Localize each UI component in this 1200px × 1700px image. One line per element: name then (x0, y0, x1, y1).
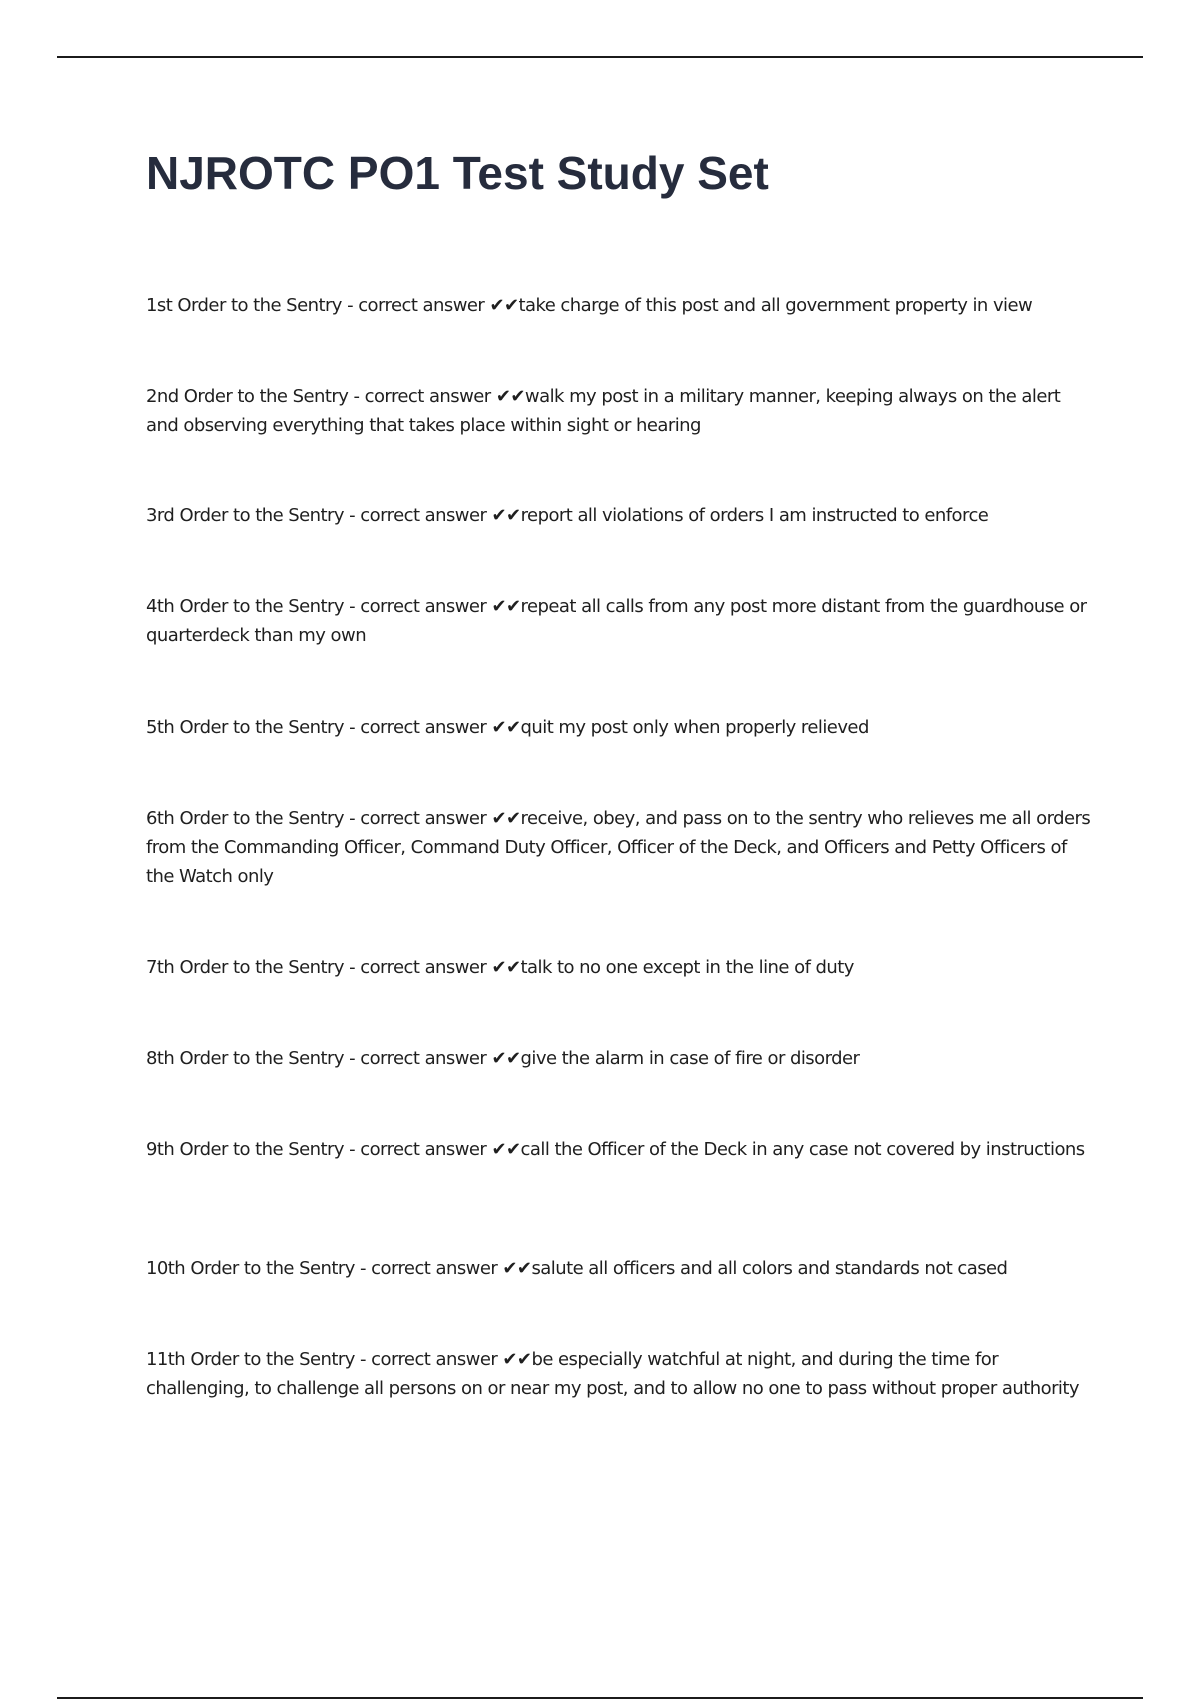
qa-item-7 (146, 953, 1096, 982)
question-text: 8th Order to the Sentry (146, 1048, 344, 1069)
double-check-icon: ✔✔ (491, 596, 521, 617)
question-text: 9th Order to the Sentry (146, 1139, 344, 1160)
double-check-icon: ✔✔ (495, 386, 525, 407)
answer-separator: - correct answer (343, 1048, 492, 1069)
answer-text: talk to no one except in the line of duty (520, 957, 854, 978)
qa-item-9 (146, 1135, 1096, 1164)
answer-text: receive, obey, and pass on to the sentry who relieves me all orders from the Commanding Officer, Command Duty Officer, Officer of the Deck, and Officers and Petty Officers of the Watch only (146, 808, 1091, 887)
double-check-icon: ✔✔ (502, 1258, 532, 1279)
answer-text: give the alarm in case of fire or disorder (520, 1048, 860, 1069)
qa-item-3 (146, 501, 1096, 530)
qa-item-5 (146, 713, 1096, 742)
double-check-icon: ✔✔ (491, 1048, 521, 1069)
qa-item-1 (146, 291, 1096, 320)
answer-text: report all violations of orders I am instructed to enforce (520, 505, 989, 526)
question-text: 6th Order to the Sentry (146, 808, 344, 829)
answer-text: be especially watchful at night, and during the time for challenging, to challenge all persons on or near my post, and to allow no one to pass without proper authority (146, 1349, 1079, 1399)
double-check-icon: ✔✔ (489, 295, 519, 316)
question-text: 2nd Order to the Sentry (146, 386, 349, 407)
answer-separator: - correct answer (343, 957, 492, 978)
answer-text: quit my post only when properly relieved (520, 717, 869, 738)
page-title: NJROTC PO1 Test Study Set (146, 147, 769, 199)
bottom-rule (57, 1697, 1143, 1699)
question-text: 7th Order to the Sentry (146, 957, 344, 978)
double-check-icon: ✔✔ (502, 1349, 532, 1370)
answer-separator: - correct answer (343, 808, 492, 829)
answer-text: walk my post in a military manner, keeping always on the alert and observing everything that takes place within sight or hearing (146, 386, 1061, 436)
double-check-icon: ✔✔ (491, 717, 521, 738)
double-check-icon: ✔✔ (491, 808, 521, 829)
qa-item-10 (146, 1254, 1096, 1283)
question-text: 3rd Order to the Sentry (146, 505, 344, 526)
answer-text: salute all officers and all colors and standards not cased (531, 1258, 1008, 1279)
answer-separator: - correct answer (343, 717, 492, 738)
question-text: 5th Order to the Sentry (146, 717, 344, 738)
question-text: 4th Order to the Sentry (146, 596, 344, 617)
double-check-icon: ✔✔ (491, 957, 521, 978)
answer-separator: - correct answer (354, 1258, 503, 1279)
question-text: 1st Order to the Sentry (146, 295, 342, 316)
double-check-icon: ✔✔ (491, 1139, 521, 1160)
qa-item-8 (146, 1044, 1096, 1073)
qa-item-6 (146, 804, 1096, 891)
answer-text: take charge of this post and all government property in view (518, 295, 1033, 316)
question-text: 10th Order to the Sentry (146, 1258, 355, 1279)
answer-text: call the Officer of the Deck in any case not covered by instructions (520, 1139, 1085, 1160)
double-check-icon: ✔✔ (491, 505, 521, 526)
answer-text: repeat all calls from any post more distant from the guardhouse or quarterdeck than my own (146, 596, 1087, 646)
answer-separator: - correct answer (348, 386, 496, 407)
qa-item-11 (146, 1345, 1096, 1403)
qa-item-4 (146, 592, 1096, 650)
answer-separator: - correct answer (343, 1139, 492, 1160)
qa-item-2 (146, 382, 1096, 440)
answer-separator: - correct answer (343, 505, 492, 526)
answer-separator: - correct answer (343, 596, 492, 617)
answer-separator: - correct answer (354, 1349, 503, 1370)
top-rule (57, 56, 1143, 58)
question-text: 11th Order to the Sentry (146, 1349, 355, 1370)
answer-separator: - correct answer (341, 295, 490, 316)
